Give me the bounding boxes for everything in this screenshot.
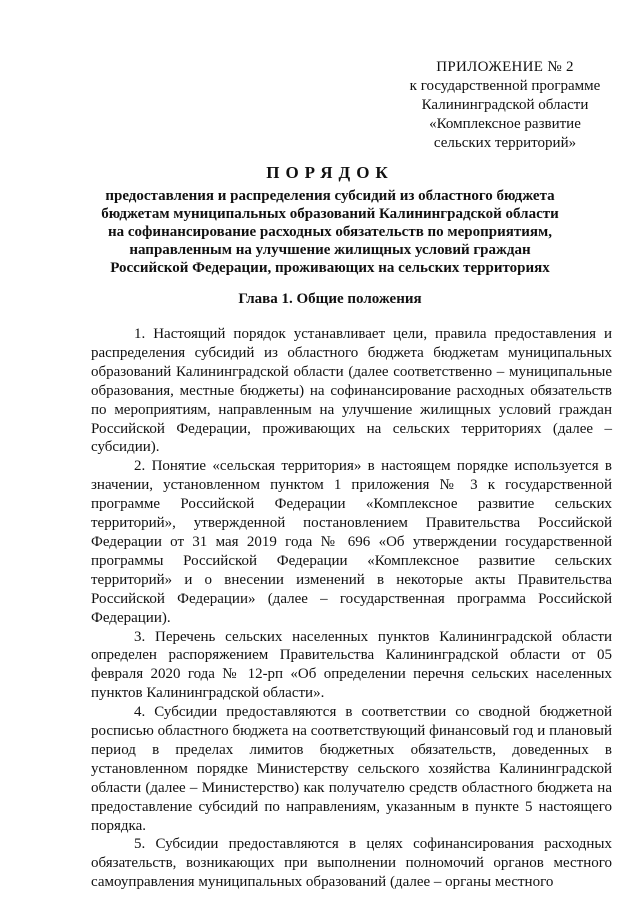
paragraph-4: 4. Субсидии предоставляются в соответствии со сводной бюджетной росписью областного бюджета на соответствующий финансовый год и плановый период в пределах лимитов бюджетных обязательств, доведенных в установленном порядке Министерству сельского хозяйства Калининградской области (далее – Министерство) как получателю средств областного бюджета на предоставление субсидий по направлениям, указанным в пункте 5 настоящего порядка. (91, 704, 612, 834)
subtitle-line: Российской Федерации, проживающих на сельских территориях (110, 260, 550, 276)
appendix-line: сельских территорий» (433, 135, 577, 151)
subtitle-line: бюджетам муниципальных образований Калининградской области (101, 206, 559, 222)
paragraph-1: 1. Настоящий порядок устанавливает цели, правила предоставления и распределения субсидий из областного бюджета бюджетам муниципальных образований Калининградской области (далее соответственно – муниципальные образования, местные бюджеты) на софинансирование расходных обязательств по мероприятиям, направленным на улучшение жилищных условий граждан Российской Федерации, проживающих на сельских территориях (далее – субсидии). (91, 326, 612, 456)
chapter-heading: Глава 1. Общие положения (238, 291, 422, 307)
paragraph-5: 5. Субсидии предоставляются в целях софинансирования расходных обязательств, возникающих при выполнении полномочий органов местного самоуправления муниципальных образований (далее – органы местного (91, 836, 612, 891)
paragraph-2: 2. Понятие «сельская территория» в настоящем порядке используется в значении, установленном пунктом 1 приложения № 3 к государственной программе Российской Федерации «Комплексное развитие сельских территорий», утвержденной постановлением Правительства Российской Федерации от 31 мая 2019 года № 696 «Об утверждении государственной программы Российской Федерации «Комплексное развитие сельских территорий» и о внесении изменений в некоторые акты Правительства Российской Федерации» (далее – государственная программа Российской Федерации). (91, 458, 612, 626)
appendix-title: ПРИЛОЖЕНИЕ № 2 (436, 59, 574, 75)
subtitle-line: направленным на улучшение жилищных условий граждан (129, 242, 531, 258)
appendix-header (380, 58, 630, 153)
paragraph-3: 3. Перечень сельских населенных пунктов Калининградской области определен распоряжением Правительства Калининградской области от 05 февраля 2020 года № 12-рп «Об определении перечня сельских населенных пунктов Калининградской области». (91, 628, 612, 702)
appendix-line: к государственной программе (409, 78, 601, 94)
appendix-line: «Комплексное развитие (429, 116, 581, 132)
document-subtitle (60, 187, 600, 277)
appendix-line: Калининградской области (421, 97, 589, 113)
subtitle-line: предоставления и распределения субсидий из областного бюджета (105, 188, 555, 204)
document-title: ПОРЯДОК (266, 163, 394, 182)
document-body (91, 325, 612, 892)
subtitle-line: на софинансирование расходных обязательств по мероприятиям, (108, 224, 552, 240)
